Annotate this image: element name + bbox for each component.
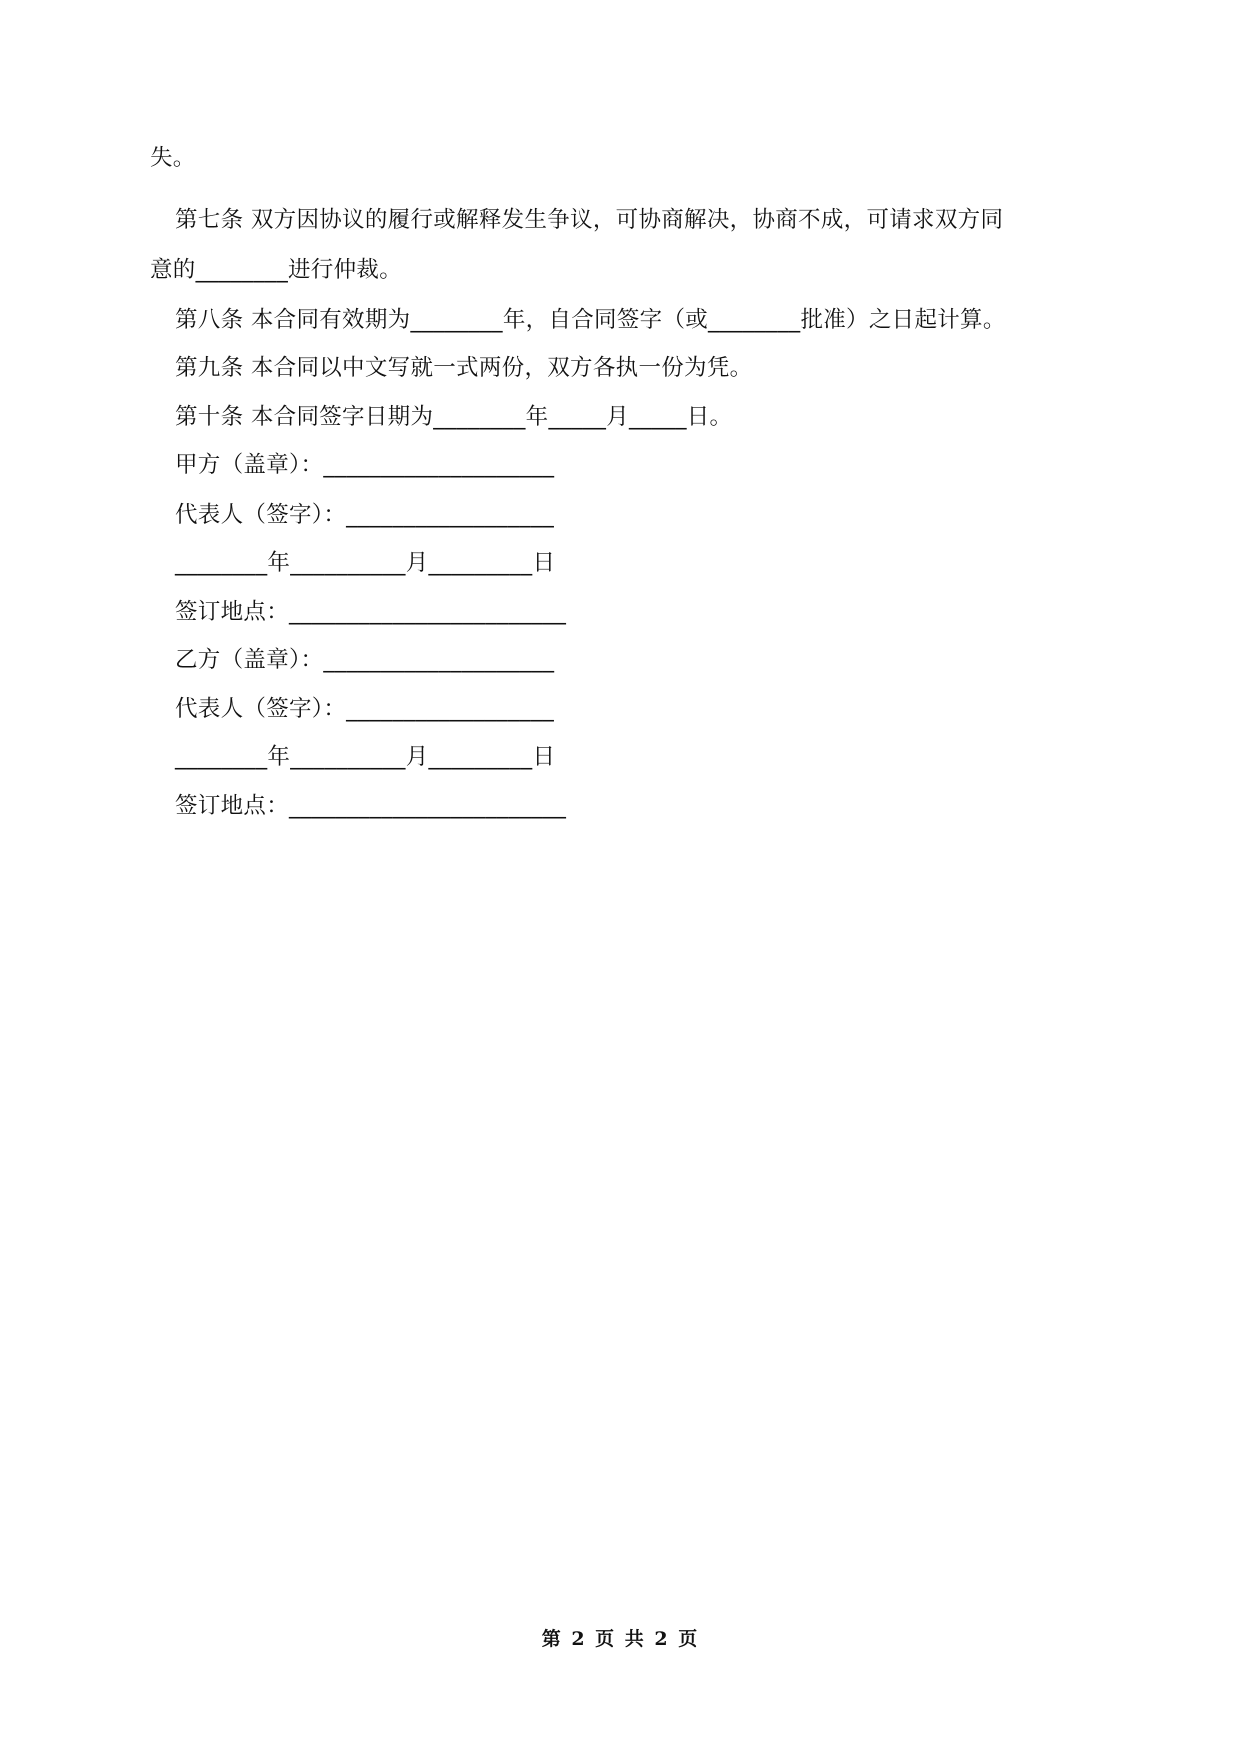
- clause-10: 第十条 本合同签字日期为________年_____月_____日。: [175, 404, 733, 430]
- party-a-date: ________年__________月_________日: [175, 550, 556, 576]
- party-a-representative: 代表人（签字）：__________________: [175, 502, 555, 528]
- party-b-date: ________年__________月_________日: [175, 744, 556, 770]
- clause-8: 第八条 本合同有效期为________年，自合同签字（或________批准）之日起计算。: [175, 307, 1006, 333]
- clause-7-line-1: 第七条 双方因协议的履行或解释发生争议，可协商解决，协商不成，可请求双方同: [175, 207, 1004, 233]
- text-line-continuation: 失。: [150, 145, 196, 171]
- party-b-place: 签订地点：________________________: [175, 793, 567, 819]
- party-b-representative: 代表人（签字）：__________________: [175, 696, 555, 722]
- party-a-seal: 甲方（盖章）：____________________: [175, 452, 555, 478]
- page-number-footer: 第 2 页 共 2 页: [541, 1628, 700, 1650]
- party-b-seal: 乙方（盖章）：____________________: [175, 647, 555, 673]
- party-a-place: 签订地点：________________________: [175, 599, 567, 625]
- clause-9: 第九条 本合同以中文写就一式两份，双方各执一份为凭。: [175, 355, 753, 381]
- clause-7-line-2: 意的________进行仲裁。: [150, 257, 403, 283]
